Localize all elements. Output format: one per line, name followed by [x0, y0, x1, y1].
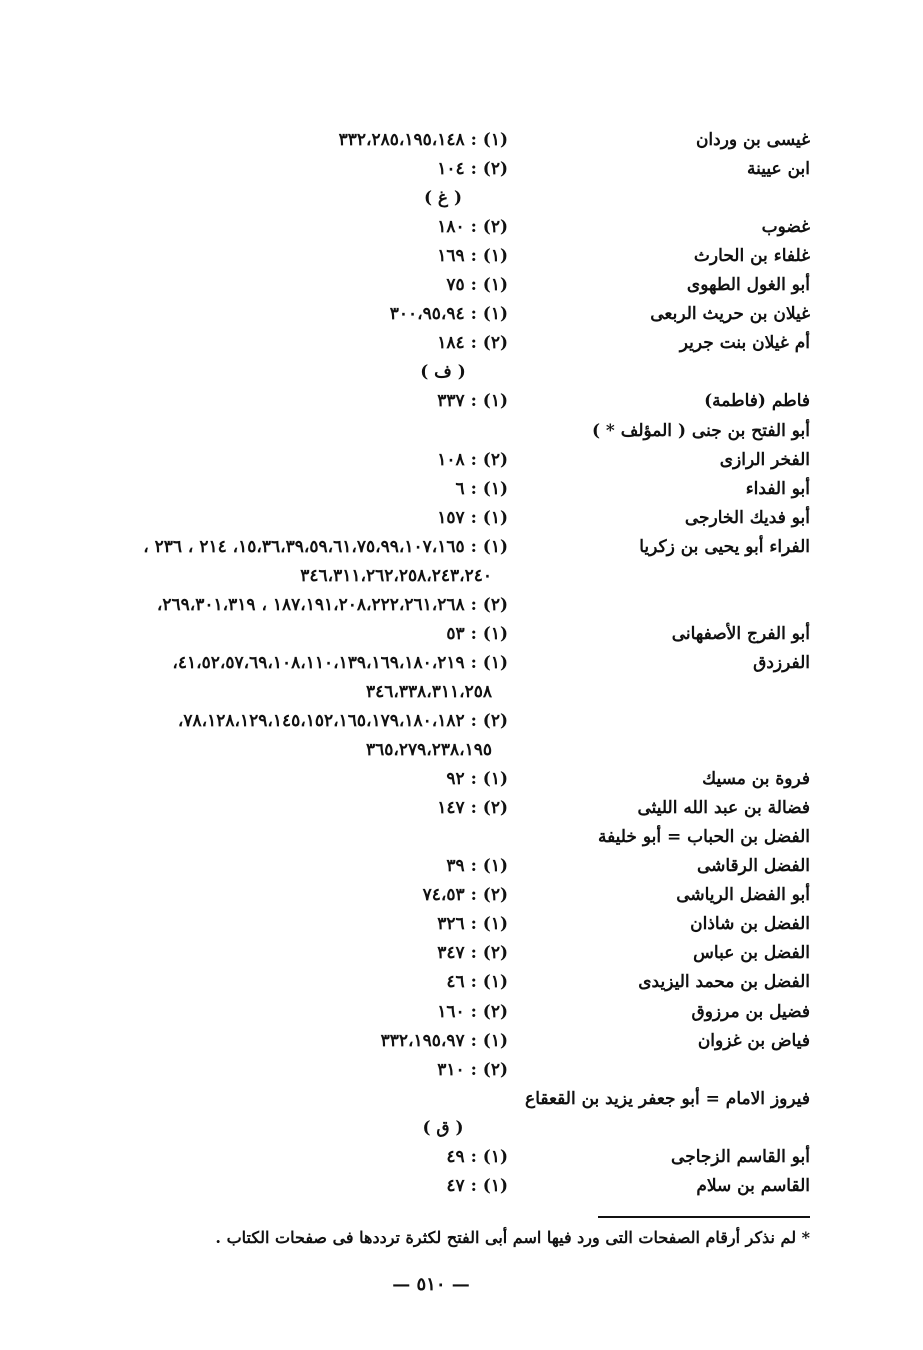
entry-reference-continuation: ٣٦٥،٢٧٩،٢٣٨،١٩٥: [365, 740, 492, 761]
index-entry: [40, 1085, 810, 1114]
index-entry: [40, 1172, 810, 1201]
entry-reference: (١) : ٣٢٦: [437, 914, 508, 935]
section-letter: ( غ ): [423, 188, 463, 209]
entry-reference: (١) : ٣٣٢،٢٨٥،١٩٥،١٤٨: [338, 130, 508, 150]
index-entry: [40, 968, 810, 997]
index-entry: [40, 881, 810, 910]
entry-reference: (٢) : ٣٤٧: [437, 943, 508, 964]
entry-name: فياض بن غزوان: [697, 1030, 810, 1051]
entry-reference-line: [40, 707, 810, 736]
index-entry: [40, 126, 810, 155]
entry-reference-continuation: ٣٤٦،٣١١،٢٦٢،٢٥٨،٢٤٣،٢٤٠: [300, 565, 492, 586]
entry-name: أبو الغول الطهوى: [686, 275, 810, 296]
entry-reference: (١) : ٧٥: [446, 275, 508, 296]
entry-name: فضيل بن مرزوق: [691, 1001, 810, 1022]
entry-reference: (٢) : ١٤٧: [437, 798, 508, 819]
entry-name: أبو فديك الخارجى: [684, 507, 810, 528]
entry-continuation-line: [40, 562, 810, 591]
entry-name: فاطم (فاطمة): [704, 391, 810, 412]
entry-reference: (٢) : ١٨٤: [437, 333, 508, 354]
entry-reference: (١) : ٤٦: [446, 972, 508, 993]
entry-name: أبو الفتح بن جنى ( المؤلف * ): [591, 420, 810, 441]
entry-reference: (٢) : ٧٤،٥٣: [422, 885, 508, 906]
entry-reference: (١) : ٦: [455, 478, 508, 499]
entry-reference: (١) : ٣٠٠،٩٥،٩٤: [389, 304, 508, 325]
section-letter: ( ف ): [420, 362, 466, 383]
entry-reference: (١) : ٤٩: [446, 1146, 508, 1167]
entry-name: أبو الفضل الرياشى: [676, 885, 810, 906]
index-entry: [40, 329, 810, 358]
index-entry: [40, 910, 810, 939]
entry-name: الفضل الرقاشى: [696, 856, 810, 877]
entry-continuation-line: [40, 678, 810, 707]
index-entry: [40, 446, 810, 475]
entry-reference: (٢) : ١٨٠: [437, 217, 508, 238]
entry-reference: (٢) : ١٦٠: [437, 1001, 508, 1022]
entry-name: غلفاء بن الحارث: [693, 246, 810, 267]
index-entry: [40, 242, 810, 271]
entry-name: القاسم بن سلام: [696, 1175, 810, 1196]
section-heading: [393, 184, 493, 213]
index-entry: [40, 1143, 810, 1172]
entry-reference: (١) : ٤٧: [446, 1175, 508, 1196]
entry-name: فيروز الامام = أبو جعفر يزيد بن القعقاع: [525, 1088, 810, 1109]
entry-name: أبو القاسم الزجاجى: [671, 1146, 810, 1167]
entry-reference: (١) : ٩٢: [446, 769, 508, 790]
index-entry: [40, 271, 810, 300]
entry-reference: (٢) : ٧٨،١٢٨،١٢٩،١٤٥،١٥٢،١٦٥،١٧٩،١٨٠،١٨٢،: [177, 711, 508, 731]
entry-reference: (١) : ١٥٧: [437, 507, 508, 528]
entry-reference: (٢) : ١٨٧،١٩١،٢٠٨،٢٢٢،٢٦١،٢٦٨ ، ٢٦٩،٣٠١،٣١٩،: [156, 594, 508, 615]
index-entry: [40, 998, 810, 1027]
index-entry: [40, 504, 810, 533]
entry-name: فروة بن مسيك: [702, 769, 810, 790]
entry-reference-line: [40, 1056, 810, 1085]
entry-name: أم غيلان بنت جرير: [679, 333, 810, 354]
entry-reference: (١) : ٥٣: [446, 623, 508, 644]
entry-name: الفخر الرازى: [719, 449, 810, 470]
entry-reference: (٢) : ١٠٨: [437, 449, 508, 470]
index-entry: [40, 794, 810, 823]
entry-reference: (١) : ١٥،٣٦،٣٩،٥٩،٦١،٧٥،٩٩،١٠٧،١٦٥، ٢١٤ ، ٢٣٦ ،: [143, 536, 508, 557]
footnote: * لم نذكر أرقام الصفحات التى ورد فيها اسم أبى الفتح لكثرة ترددها فى صفحات الكتاب .: [215, 1228, 810, 1247]
index-entry: [40, 417, 810, 446]
footnote-rule: [598, 1216, 810, 1218]
entry-name: أبو الفداء: [745, 478, 810, 499]
entry-name: أبو الفرج الأصفهانى: [671, 623, 810, 644]
entry-reference-line: [40, 591, 810, 620]
index-entry: [40, 533, 810, 562]
index-entry: [40, 649, 810, 678]
entry-reference: (٢) : ٣١٠: [437, 1059, 508, 1080]
page-number: — ٥١٠ —: [392, 1274, 470, 1295]
entry-reference: (١) : ٣٩: [446, 856, 508, 877]
index-entry: [40, 852, 810, 881]
index-entry: [40, 1027, 810, 1056]
index-entry: [40, 620, 810, 649]
index-entry: [40, 939, 810, 968]
entry-reference: (١) : ٣٣٢،١٩٥،٩٧: [380, 1030, 508, 1051]
entry-name: الفضل بن محمد اليزيدى: [638, 972, 810, 993]
entry-name: الفضل بن شاذان: [690, 914, 810, 935]
entry-reference: (١) : ٤١،٥٢،٥٧،٦٩،١٠٨،١١٠،١٣٩،١٦٩،١٨٠،٢١٩،: [172, 652, 508, 673]
index-entry: [40, 765, 810, 794]
entry-name: غضوب: [761, 217, 810, 238]
index-entry: [40, 387, 810, 416]
entry-reference: (٢) : ١٠٤: [437, 159, 508, 180]
entry-name: الفضل بن الحباب = أبو خليفة: [597, 827, 810, 848]
index-entry: [40, 300, 810, 329]
index-entry: [40, 475, 810, 504]
entry-name: غيسى بن وردان: [695, 130, 810, 150]
entry-name: غيلان بن حريث الربعى: [650, 304, 810, 325]
entry-name: الفراء أبو يحيى بن زكريا: [639, 536, 810, 557]
entry-reference: (١) : ٣٣٧: [437, 391, 508, 412]
index-entry: [40, 823, 810, 852]
entry-name: الفرزدق: [753, 652, 810, 673]
entry-reference-continuation: ٣٤٦،٣٣٨،٣١١،٢٥٨: [365, 681, 492, 702]
section-heading: [393, 358, 493, 387]
entry-name: فضالة بن عبد الله الليثى: [637, 798, 810, 819]
entry-continuation-line: [40, 736, 810, 765]
index-entry: [40, 155, 810, 184]
section-letter: ( ق ): [422, 1117, 464, 1138]
entry-name: الفضل بن عباس: [693, 943, 810, 964]
index-entry: [40, 213, 810, 242]
entry-reference: (١) : ١٦٩: [437, 246, 508, 267]
section-heading: [393, 1114, 493, 1143]
entry-name: ابن عيينة: [747, 159, 810, 180]
